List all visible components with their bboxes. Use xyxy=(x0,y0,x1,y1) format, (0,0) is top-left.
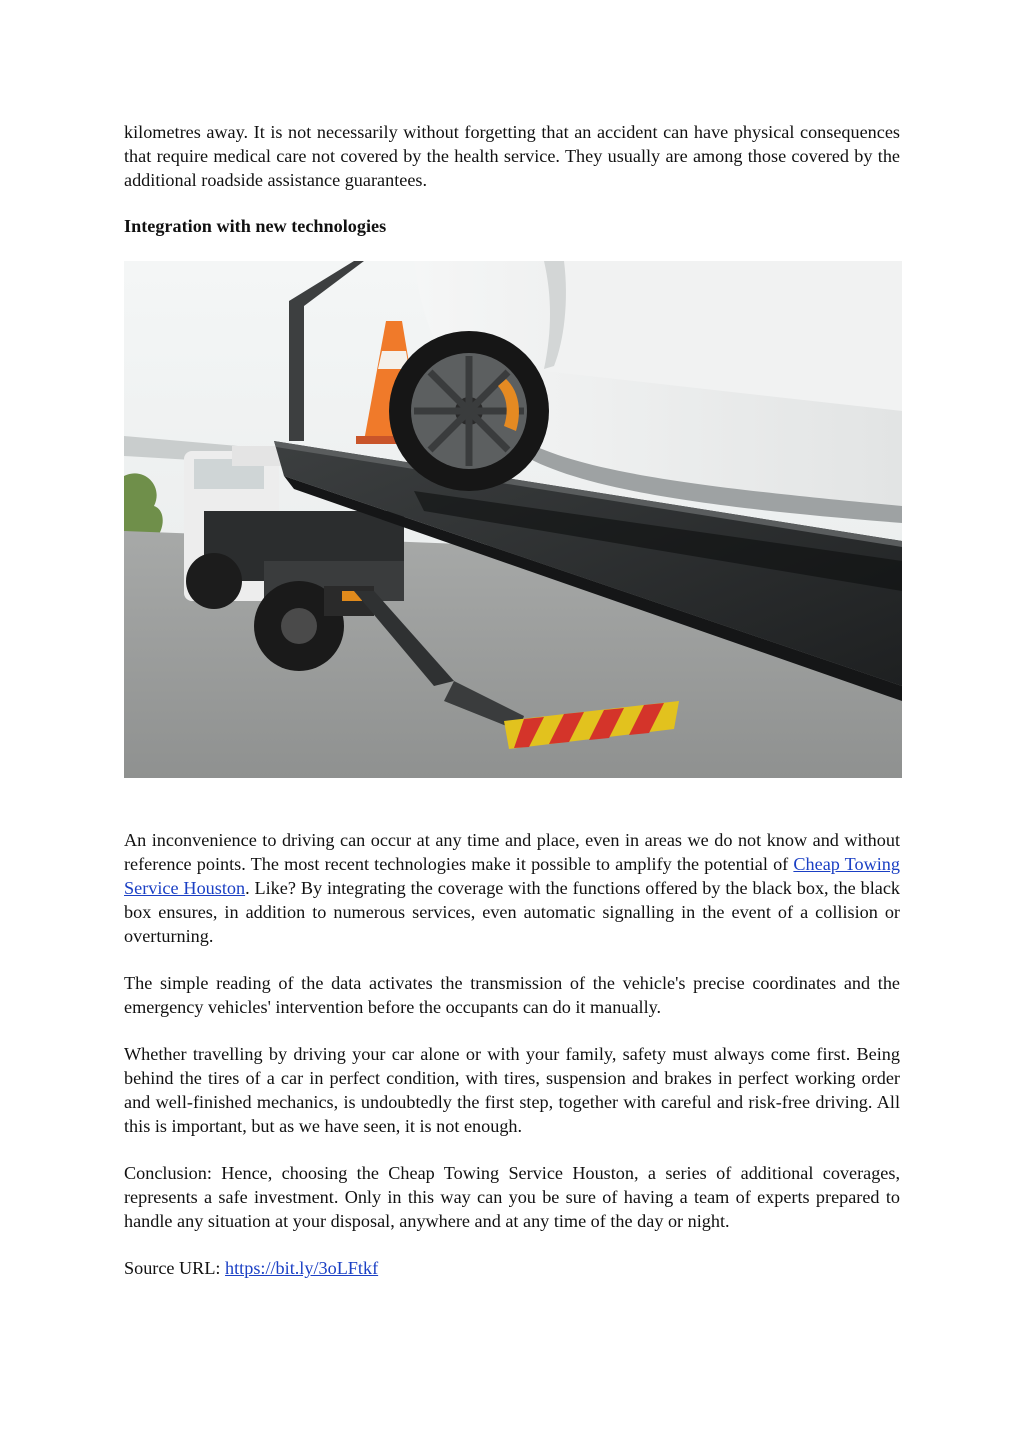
paragraph-conclusion: Conclusion: Hence, choosing the Cheap Towing Service Houston, a series of additional coverages, represents a safe investment. Only in this way can you be sure of having a team of experts prepared to handle any situation at your disposal, anywhere and at any time of the day or night. xyxy=(124,1163,900,1231)
paragraph-technology xyxy=(124,828,900,948)
section-heading: Integration with new technologies xyxy=(124,216,387,236)
source-line xyxy=(124,1256,900,1280)
document-page xyxy=(124,120,900,1303)
source-label: Source URL: xyxy=(124,1258,226,1278)
paragraph-text: An inconvenience to driving can occur at any time and place, even in areas we do not know and without reference points. The most recent technologies make it possible to amplify the potential of xyxy=(124,830,900,874)
towing-service-link[interactable]: Cheap Towing Service Houston xyxy=(124,854,900,898)
paragraph-data-reading: The simple reading of the data activates the transmission of the vehicle's precise coordinates and the emergency vehicles' intervention before the occupants can do it manually. xyxy=(124,973,900,1017)
paragraph-safety: Whether travelling by driving your car alone or with your family, safety must always come first. Being behind the tires of a car in perfect condition, with tires, suspension and brakes in perfect working order and well-finished mechanics, is undoubtedly the first step, together with careful and risk-free driving. All this is important, but as we have seen, it is not enough. xyxy=(124,1044,900,1136)
car-wheel-icon xyxy=(389,331,549,491)
paragraph-text: . Like? By integrating the coverage with the functions offered by the black box, the black box ensures, in addition to numerous services, even automatic signalling in the event of a collision or overturning. xyxy=(124,878,900,946)
source-url-link[interactable]: https://bit.ly/3oLFtkf xyxy=(225,1258,379,1278)
tow-truck-photo xyxy=(124,261,902,778)
intro-paragraph: kilometres away. It is not necessarily without forgetting that an accident can have physical consequences that require medical care not covered by the health service. They usually are among those covered by the additional roadside assistance guarantees. xyxy=(124,122,900,190)
